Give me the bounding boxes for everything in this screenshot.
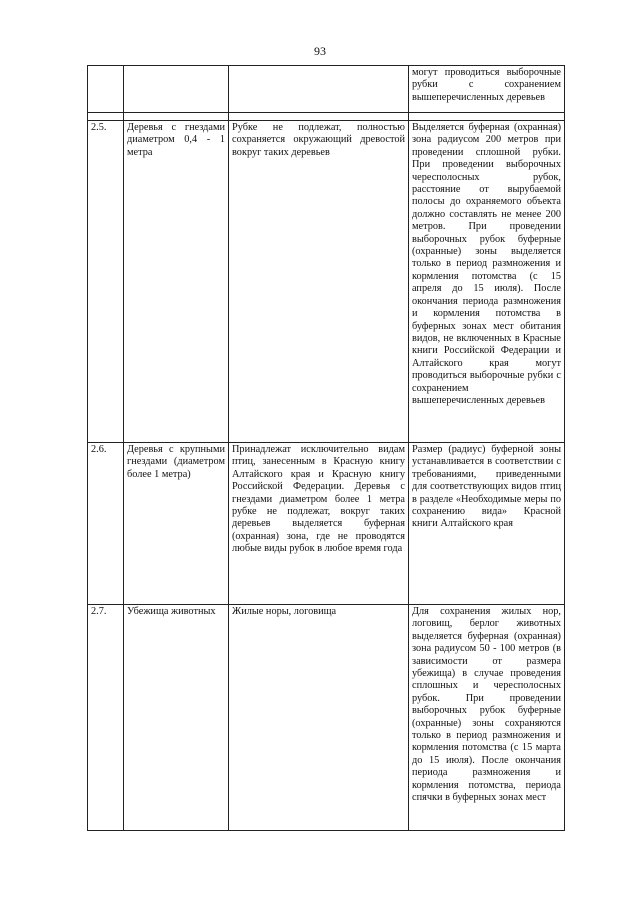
row-object: Деревья с крупными гнездами (диаметром более 1 метра) bbox=[124, 443, 229, 605]
row-object: Убежища животных bbox=[124, 605, 229, 831]
table-row bbox=[88, 66, 565, 113]
page-number: 93 bbox=[314, 44, 326, 58]
row-number bbox=[88, 66, 124, 113]
row-object: Деревья с гнездами диаметром 0,4 - 1 метра bbox=[124, 121, 229, 443]
row-measures: Выделяется буферная (охранная) зона радиусом 200 метров при проведении сплошной рубки. При проведении выборочных чересполосных рубок, расстояние от вырубаемой полосы до охраняемого объекта должно составлять не менее 200 метров. При проведении выборочных рубок буферные (охранные) зоны выделяется только в период размножения и кормления потомства (с 15 апреля до 15 июля). После окончания периода размножения и кормления потомства в буферных зонах мест обитания видов, не включенных в Красные книги Российской Федерации и Алтайского края могут проводиться выборочные рубки с сохранением вышеперечисленных деревьев bbox=[409, 121, 565, 443]
row-number: 2.6. bbox=[88, 443, 124, 605]
row-number: 2.5. bbox=[88, 121, 124, 443]
row-condition: Рубке не подлежат, полностью сохраняется окружающий древостой вокруг таких деревьев bbox=[229, 121, 409, 443]
row-measures: могут проводиться выборочные рубки с сохранением вышеперечисленных деревьев bbox=[409, 66, 565, 113]
row-measures: Для сохранения жилых нор, логовищ, берлог животных выделяется буферная (охранная) зона радиусом 50 - 100 метров (в зависимости от размера убежища) в случае проведения сплошных и чересполосных рубок. При проведении выборочных рубок буферные (охранные) зоны сохраняются только в период размножения и кормления потомства (с 15 марта до 15 июля). После окончания периода размножения и кормления потомства, периода спячки в буферных зонах мест bbox=[409, 605, 565, 831]
row-number: 2.7. bbox=[88, 605, 124, 831]
table-row bbox=[88, 605, 565, 831]
table-row bbox=[88, 443, 565, 605]
row-measures: Размер (радиус) буферной зоны устанавливается в соответствии с требованиями, приведенными для соответствующих видов птиц в разделе «Необходимые меры по сохранению вида» Красной книги Алтайского края bbox=[409, 443, 565, 605]
document-table bbox=[87, 65, 565, 831]
row-condition bbox=[229, 66, 409, 113]
table-row bbox=[88, 121, 565, 443]
row-condition: Принадлежат исключительно видам птиц, занесенным в Красную книгу Алтайского края и Красную книгу Российской Федерации. Деревья с гнездами диаметром более 1 метра рубке не подлежат, вокруг таких деревьев выделяется буферная (охранная) зона, где не проводятся любые виды рубок в любое время года bbox=[229, 443, 409, 605]
row-object bbox=[124, 66, 229, 113]
row-condition: Жилые норы, логовища bbox=[229, 605, 409, 831]
row-gap bbox=[88, 113, 565, 121]
